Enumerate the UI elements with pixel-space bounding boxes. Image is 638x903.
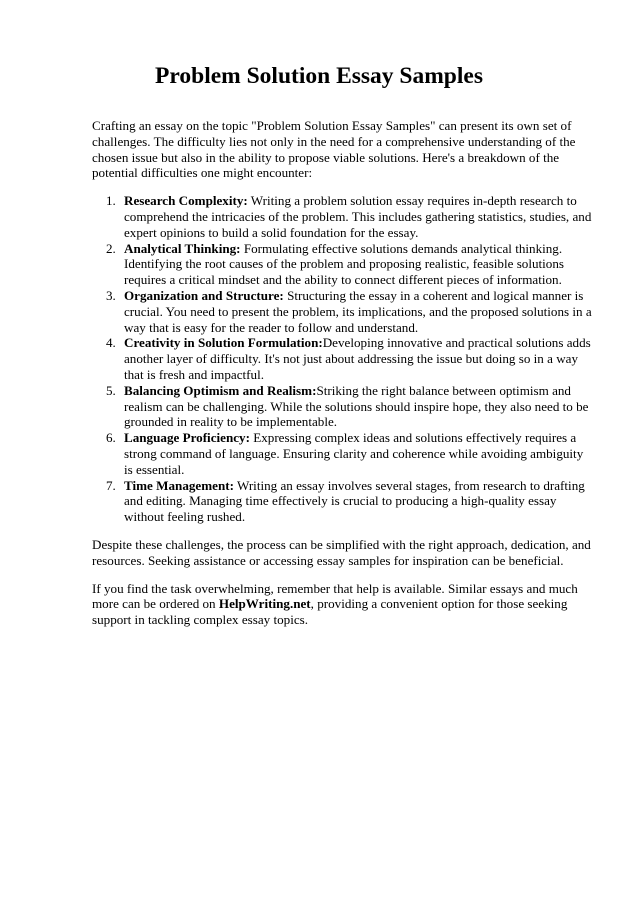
- list-item: [106, 382, 592, 430]
- list-term: Research Complexity:: [124, 193, 248, 209]
- list-number: 1.: [106, 193, 116, 209]
- list-number: 3.: [106, 287, 116, 303]
- difficulty-list: [92, 193, 592, 525]
- list-number: 6.: [106, 430, 116, 446]
- list-term: Language Proficiency:: [124, 430, 250, 446]
- list-text: Writing an essay involves several stages, from research to drafting and editing. Managing time effectively is crucial to producing a high-quality essay without feeling rushed.: [124, 477, 585, 525]
- list-text: Writing a problem solution essay requires in-depth research to comprehend the intricacies of the problem. This includes gathering statistics, studies, and expert opinions to build a solid foundation for the essay.: [124, 193, 592, 240]
- list-term: Time Management:: [124, 477, 234, 493]
- list-item: [106, 335, 592, 382]
- list-term: Balancing Optimism and Realism:: [124, 382, 317, 398]
- list-item: [106, 193, 592, 240]
- list-text: Structuring the essay in a coherent and logical manner is crucial. You need to present the problem, its implications, and the proposed solutions in a way that is easy for the reader to follow and understand.: [124, 287, 592, 335]
- list-number: 2.: [106, 240, 116, 256]
- final-paragraph: [92, 581, 592, 628]
- list-item: [106, 477, 592, 525]
- list-term: Creativity in Solution Formulation:: [124, 335, 323, 351]
- list-item: [106, 240, 592, 288]
- list-number: 5.: [106, 382, 116, 398]
- closing-paragraph: Despite these challenges, the process can be simplified with the right approach, dedication, and resources. Seeking assistance or accessing essay samples for inspiration can be beneficial.: [92, 536, 591, 568]
- list-text: Formulating effective solutions demands analytical thinking. Identifying the root causes of the problem and proposing realistic, feasible solutions requires a critical mindset and the ability to connect different pieces of information.: [124, 240, 564, 288]
- page-title: Problem Solution Essay Samples: [155, 63, 483, 89]
- list-item: [106, 430, 592, 477]
- list-text: Expressing complex ideas and solutions effectively requires a strong command of language. Ensuring clarity and coherence while avoiding ambiguity is essential.: [124, 430, 584, 477]
- final-text-before: If you find the task overwhelming, remember that help is available. Similar essays and much more can be ordered on: [92, 580, 578, 612]
- list-term: Analytical Thinking:: [124, 240, 241, 256]
- document-body: [92, 118, 592, 640]
- list-term: Organization and Structure:: [124, 287, 284, 303]
- helpwriting-link[interactable]: HelpWriting.net: [218, 596, 311, 612]
- list-text: Striking the right balance between optimism and realism can be challenging. While the solutions should inspire hope, they also need to be grounded in reality to be implementable.: [124, 382, 589, 430]
- list-number: 7.: [106, 477, 116, 493]
- list-item: [106, 287, 592, 335]
- intro-paragraph: Crafting an essay on the topic "Problem Solution Essay Samples" can present its own set of challenges. The difficulty lies not only in the need for a comprehensive understanding of the chosen issue but also in the ability to propose viable solutions. Here's a breakdown of the potential difficulties one might encounter:: [92, 118, 576, 181]
- final-text-after: , providing a convenient option for those seeking support in tackling complex essay topics.: [92, 596, 568, 628]
- list-number: 4.: [106, 335, 116, 351]
- list-text: Developing innovative and practical solutions adds another layer of difficulty. It's not just about addressing the issue but doing so in a way that is fresh and impactful.: [124, 335, 591, 382]
